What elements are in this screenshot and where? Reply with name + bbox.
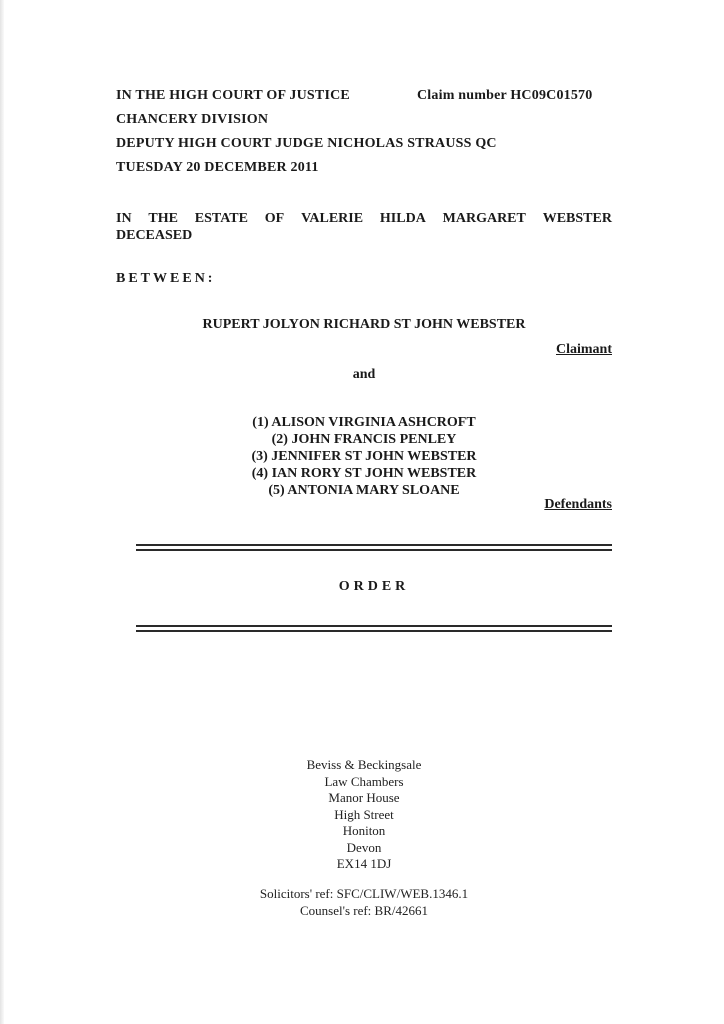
references: [116, 886, 612, 919]
address-line: EX14 1DJ: [336, 856, 392, 871]
title-rule-bottom-1: [136, 625, 612, 627]
estate-word: ESTATE: [194, 211, 248, 226]
estate-word: MARGARET: [442, 211, 526, 226]
page-edge-shadow: [0, 0, 4, 1024]
solicitors-address: [116, 757, 612, 873]
judge-name: DEPUTY HIGH COURT JUDGE NICHOLAS STRAUSS QC: [116, 136, 497, 151]
estate-heading: [116, 210, 612, 244]
address-line: Manor House: [328, 790, 400, 805]
claimant-role: Claimant: [556, 342, 612, 357]
court-name: IN THE HIGH COURT OF JUSTICE: [116, 88, 350, 103]
counsels-ref: Counsel's ref: BR/42661: [299, 902, 428, 918]
estate-word: HILDA: [379, 211, 426, 226]
solicitors-ref: Solicitors' ref: SFC/CLIW/WEB.1346.1: [259, 886, 469, 901]
claimant-name: RUPERT JOLYON RICHARD ST JOHN WEBSTER: [202, 317, 526, 332]
title-rule-top-2: [136, 549, 612, 551]
estate-word: THE: [148, 211, 178, 226]
estate-word: WEBSTER: [542, 211, 612, 226]
defendant-name: (3) JENNIFER ST JOHN WEBSTER: [251, 449, 477, 464]
estate-heading-line2: DECEASED: [116, 228, 193, 243]
estate-word: OF: [264, 211, 285, 226]
defendant-name: (2) JOHN FRANCIS PENLEY: [271, 432, 457, 447]
hearing-date: TUESDAY 20 DECEMBER 2011: [116, 160, 319, 175]
document-title: ORDER: [338, 579, 410, 594]
division: CHANCERY DIVISION: [116, 112, 269, 127]
estate-heading-line1: [116, 210, 612, 227]
between-label: BETWEEN:: [116, 271, 216, 286]
claim-number: Claim number HC09C01570: [417, 88, 593, 103]
address-line: Beviss & Beckingsale: [306, 757, 422, 772]
address-line: Honiton: [342, 823, 386, 838]
defendant-name: (5) ANTONIA MARY SLOANE: [268, 483, 460, 498]
address-line: Devon: [346, 839, 382, 855]
address-line: Law Chambers: [324, 773, 404, 789]
estate-word: VALERIE: [301, 211, 364, 226]
defendants-role: Defendants: [544, 497, 612, 512]
title-rule-bottom-2: [136, 630, 612, 632]
address-line: High Street: [334, 806, 394, 822]
and-label: and: [352, 367, 376, 382]
defendant-name: (4) IAN RORY ST JOHN WEBSTER: [251, 466, 477, 481]
title-rule-top-1: [136, 544, 612, 546]
estate-word: IN: [116, 211, 132, 226]
defendants-list: [116, 414, 612, 499]
defendant-name: (1) ALISON VIRGINIA ASHCROFT: [252, 415, 476, 430]
